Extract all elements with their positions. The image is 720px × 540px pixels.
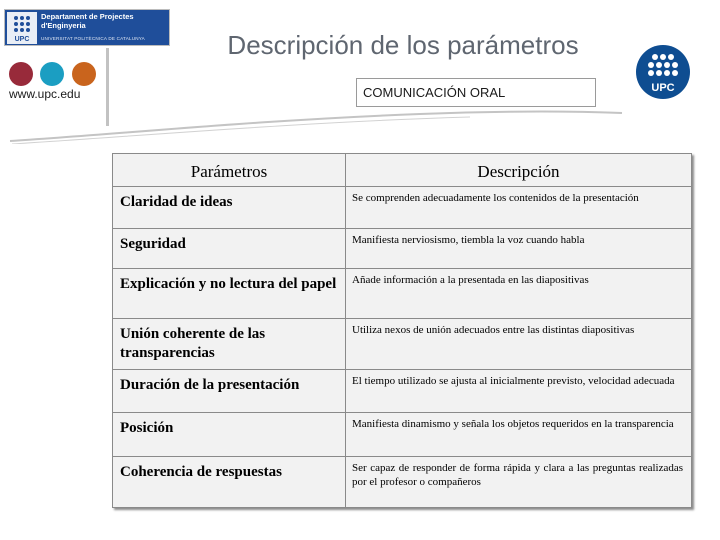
table-row bbox=[113, 413, 692, 457]
parameter-name: Claridad de ideas bbox=[113, 187, 346, 229]
maroon-dot-icon bbox=[9, 62, 33, 86]
parameter-name: Unión coherente de las transparencias bbox=[113, 319, 346, 370]
parameter-description: Manifiesta nerviosismo, tiembla la voz cuando habla bbox=[346, 229, 692, 269]
parameter-description: Añade información a la presentada en las diapositivas bbox=[346, 269, 692, 319]
parameter-description: Ser capaz de responder de forma rápida y clara a las preguntas realizadas por el profesor o compañeros bbox=[346, 457, 692, 508]
table-row bbox=[113, 187, 692, 229]
parameter-name: Posición bbox=[113, 413, 346, 457]
parameter-description: Utiliza nexos de unión adecuados entre las distintas diapositivas bbox=[346, 319, 692, 370]
department-logo bbox=[4, 9, 170, 46]
decorative-swoosh bbox=[0, 104, 640, 144]
upc-logo-icon bbox=[635, 44, 691, 100]
header-descripcion: Descripción bbox=[346, 154, 692, 187]
parameter-name: Coherencia de respuestas bbox=[113, 457, 346, 508]
subject-label: COMUNICACIÓN ORAL bbox=[356, 78, 596, 107]
header-parametros: Parámetros bbox=[113, 154, 346, 187]
table-row bbox=[113, 370, 692, 413]
department-name-line2: d'Enginyeria bbox=[41, 20, 86, 30]
university-name: UNIVERSITAT POLITÈCNICA DE CATALUNYA bbox=[41, 36, 145, 41]
table-row bbox=[113, 319, 692, 370]
parameter-name: Seguridad bbox=[113, 229, 346, 269]
department-name-line1: Departament de Projectes bbox=[41, 12, 134, 21]
parameter-name: Duración de la presentación bbox=[113, 370, 346, 413]
website-url[interactable]: www.upc.edu bbox=[9, 87, 81, 101]
parameter-description: Se comprenden adecuadamente los contenidos de la presentación bbox=[346, 187, 692, 229]
upc-logo-label: UPC bbox=[651, 82, 675, 94]
table-row bbox=[113, 269, 692, 319]
parameter-description: Manifiesta dinamismo y señala los objetos requeridos en la transparencia bbox=[346, 413, 692, 457]
table-row bbox=[113, 457, 692, 508]
emblem-label: UPC bbox=[14, 36, 30, 43]
department-emblem-icon bbox=[7, 12, 37, 44]
parameter-name: Explicación y no lectura del papel bbox=[113, 269, 346, 319]
slide-title: Descripción de los parámetros bbox=[227, 30, 579, 60]
table-row bbox=[113, 229, 692, 269]
parameters-table bbox=[112, 153, 692, 508]
blue-dot-icon bbox=[40, 62, 64, 86]
orange-dot-icon bbox=[72, 62, 96, 86]
parameter-description: El tiempo utilizado se ajusta al inicialmente previsto, velocidad adecuada bbox=[346, 370, 692, 413]
